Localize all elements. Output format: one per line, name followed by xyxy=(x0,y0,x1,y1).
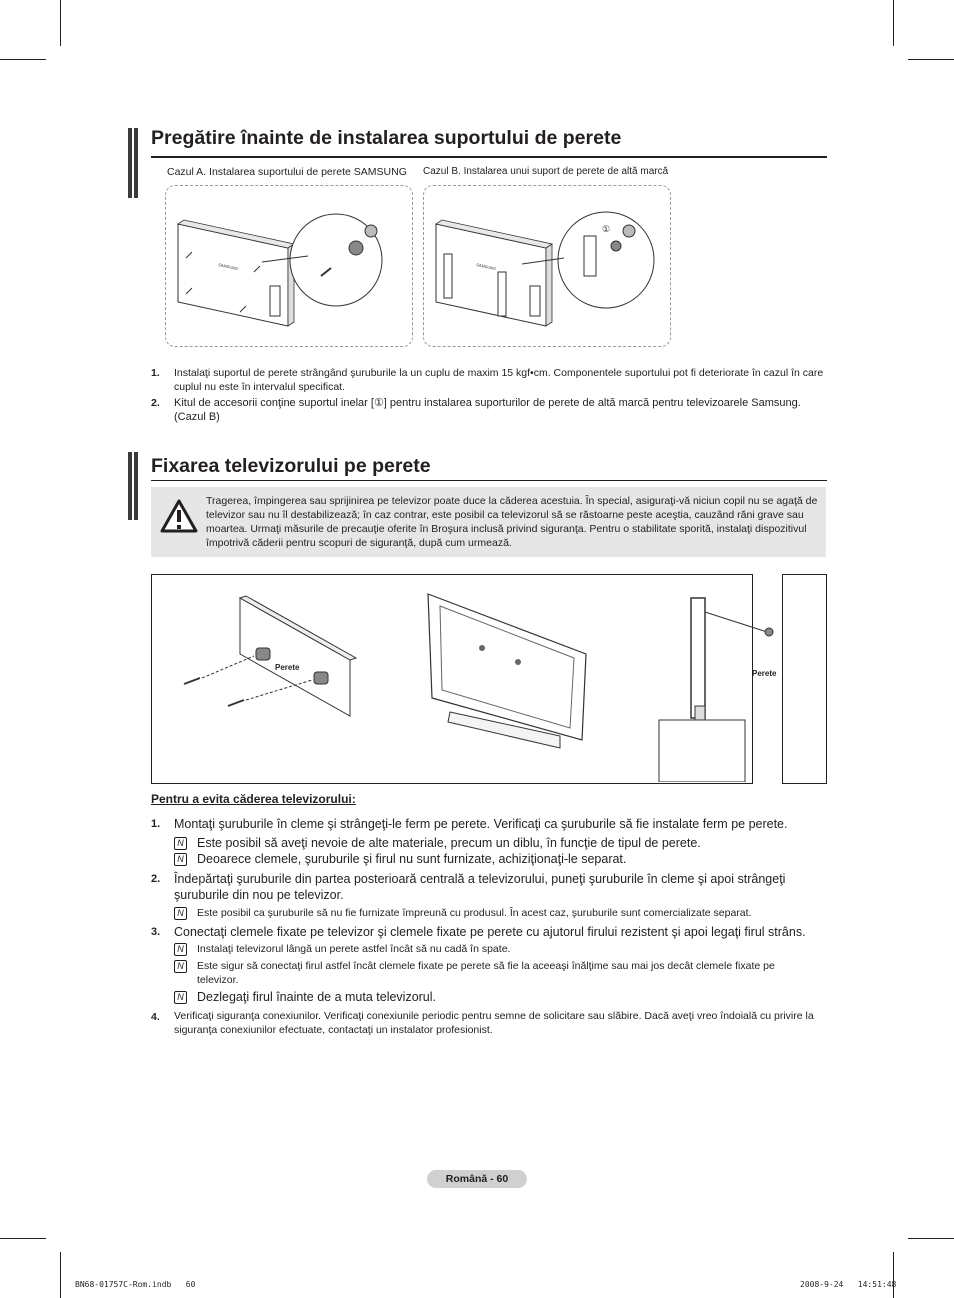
wall-label: Perete xyxy=(752,669,777,678)
page-number-badge: Română - 60 xyxy=(427,1170,527,1188)
list-number: 3. xyxy=(151,926,161,938)
note-icon: N xyxy=(174,907,187,920)
list-number: 1. xyxy=(151,367,160,379)
figure-case-a xyxy=(165,185,413,347)
crop-mark xyxy=(893,0,894,46)
section-title: Pregătire înainte de instalarea suportului de perete xyxy=(151,127,622,149)
crop-mark xyxy=(893,1252,894,1298)
note-icon: N xyxy=(174,853,187,866)
tv-brand-label: SAMSUNG xyxy=(475,262,497,272)
wall-anchors-drawing xyxy=(170,592,370,722)
list-number: 4. xyxy=(151,1011,160,1023)
note-text: Dezlegaţi firul înainte de a muta televizorul. xyxy=(197,990,437,1004)
note-text: Deoarece clemele, şuruburile şi firul nu sunt furnizate, achiziţionaţi-le separat. xyxy=(197,852,627,866)
title-rule xyxy=(151,480,827,481)
crop-mark xyxy=(908,1238,954,1239)
note-text: Este posibil ca şuruburile să nu fie furnizate împreună cu produsul. În acest caz, şuruburile sunt comercializate separat. xyxy=(197,907,752,919)
tv-brand-label: SAMSUNG xyxy=(217,262,239,272)
list-item: Instalaţi suportul de perete strângând şuruburile la un cuplu de maxim 15 kgf•cm. Componentele suportului pot fi deteriorate în cazul în care cuplul nu este în intervalul specificat. xyxy=(174,367,824,393)
note-icon: N xyxy=(174,943,187,956)
crop-mark xyxy=(60,0,61,46)
section-bar xyxy=(134,452,138,520)
ring-marker: ① xyxy=(602,224,611,234)
note-text: Este posibil să aveţi nevoie de alte materiale, precum un diblu, în funcţie de tipul de perete. xyxy=(197,836,701,850)
footer-date: 2008-9-24 14:51:48 xyxy=(800,1280,897,1289)
list-number: 2. xyxy=(151,873,161,885)
tv-side-drawing xyxy=(655,596,785,782)
wall-mount-other-brand-illustration xyxy=(424,186,670,346)
caption-case-b: Cazul B. Instalarea unui suport de perete de altă marcă xyxy=(423,166,669,177)
list-item: Montaţi şuruburile în cleme şi strângeţi-le ferm pe perete. Verificaţi ca şuruburile să fie instalate ferm pe perete. xyxy=(174,817,788,831)
subheading: Pentru a evita căderea televizorului: xyxy=(151,792,356,806)
crop-mark xyxy=(0,59,46,60)
note-text: Instalaţi televizorul lângă un perete astfel încât să nu cadă în spate. xyxy=(197,943,511,955)
note-text: Este sigur să conectaţi firul astfel încât clemele fixate pe perete să fie la aceeaşi înălţime sau mai jos decât clemele fixate pe televizor. xyxy=(197,960,775,986)
wall-mount-samsung-illustration xyxy=(166,186,412,346)
crop-mark xyxy=(0,1238,46,1239)
caption-case-a: Cazul A. Instalarea suportului de perete SAMSUNG xyxy=(167,166,407,178)
footer-file: BN68-01757C-Rom.indb 60 xyxy=(75,1280,196,1289)
wall-label: Perete xyxy=(275,663,300,672)
warning-text: Tragerea, împingerea sau sprijinirea pe televizor poate duce la căderea acestuia. În special, asiguraţi-vă niciun copil nu se agaţă de televizor sau nu îl destabilizează; în caz contrar, este posibil ca televizorul să se răstoarne peste aceştia, cauzând răni grave sau moartea. Urmaţi măsurile de precauţie oferite în Broşura inclusă privind siguranţa. Pentru o stabilitate sporită, instalaţi dispozitivul împotrivă căderii pentru scopuri de siguranţă, după cum urmează. xyxy=(206,495,818,549)
list-item: Verificaţi siguranţa conexiunilor. Verificaţi conexiunile periodic pentru semne de solicitare sau slăbire. Dacă aveţi vreo îndoială cu privire la siguranţa conexiunilor efectuate, contactaţi un instalator profesionist. xyxy=(174,1010,814,1036)
section-bar xyxy=(128,452,132,520)
note-icon: N xyxy=(174,960,187,973)
wall-side-panel xyxy=(782,574,827,784)
note-icon: N xyxy=(174,837,187,850)
list-number: 1. xyxy=(151,818,161,830)
list-item: Îndepărtaţi şuruburile din partea posterioară centrală a televizorului, puneţi şuruburile în cleme şi apoi strângeţi şuruburile din nou pe televizor. xyxy=(174,872,786,902)
section-title: Fixarea televizorului pe perete xyxy=(151,455,431,477)
list-item: Conectaţi clemele fixate pe televizor şi clemele fixate pe perete cu ajutorul firului rezistent şi apoi legaţi firul strâns. xyxy=(174,925,806,939)
note-icon: N xyxy=(174,991,187,1004)
figure-case-b xyxy=(423,185,671,347)
section-bar xyxy=(134,128,138,198)
warning-icon xyxy=(160,498,198,534)
tv-back-drawing xyxy=(420,588,600,758)
section-bar xyxy=(128,128,132,198)
list-item: Kitul de accesorii conţine suportul inelar [①] pentru instalarea suporturilor de perete de altă marcă pentru televizoarele Samsung. (Cazul B) xyxy=(174,397,801,423)
title-rule xyxy=(151,156,827,158)
crop-mark xyxy=(908,59,954,60)
list-number: 2. xyxy=(151,397,160,409)
crop-mark xyxy=(60,1252,61,1298)
